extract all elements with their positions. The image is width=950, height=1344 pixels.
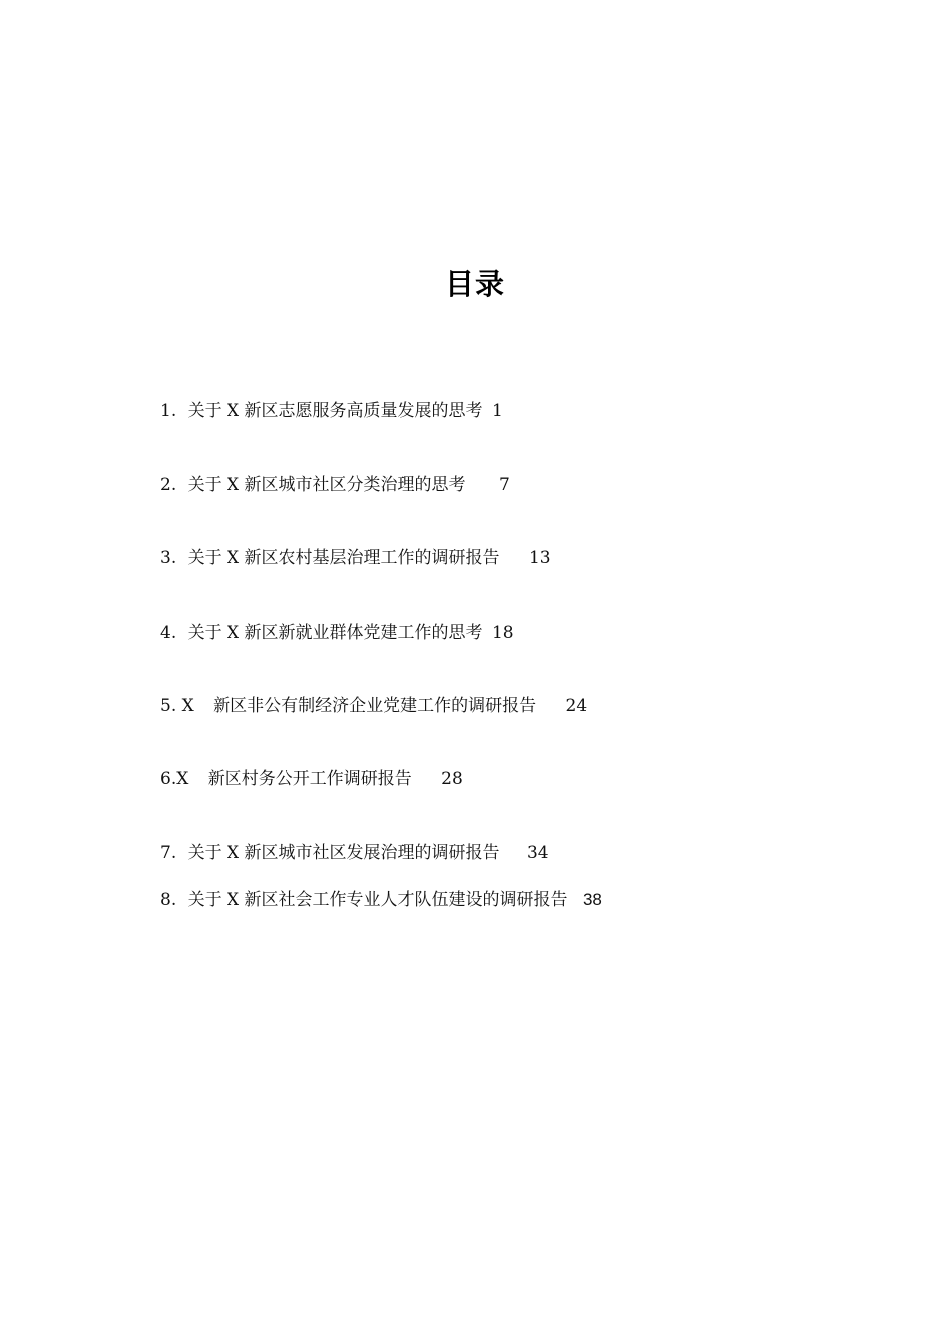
toc-entry-number: 7. bbox=[160, 843, 177, 863]
toc-entry-text: 新区非公有制经济企业党建工作的调研报告 bbox=[213, 696, 537, 716]
toc-entry-text: 关于 X 新区新就业群体党建工作的思考 bbox=[187, 623, 483, 643]
toc-entry-page: 1 bbox=[491, 401, 503, 421]
toc-entry-text: 关于 X 新区志愿服务高质量发展的思考 bbox=[187, 401, 483, 421]
toc-entry-5[interactable] bbox=[160, 691, 587, 716]
toc-entry-4[interactable] bbox=[160, 618, 514, 643]
toc-entry-text: 关于 X 新区农村基层治理工作的调研报告 bbox=[187, 548, 500, 568]
toc-entry-text: 关于 X 新区社会工作专业人才队伍建设的调研报告 bbox=[187, 890, 568, 910]
toc-entry-page: 7 bbox=[498, 475, 510, 495]
toc-entry-number: 1. bbox=[160, 401, 177, 421]
toc-entry-number: 8. bbox=[160, 890, 177, 910]
toc-entry-page: 28 bbox=[441, 769, 463, 789]
toc-entry-page: 24 bbox=[565, 696, 588, 716]
toc-entry-number: 4. bbox=[160, 623, 177, 643]
toc-entry-1[interactable] bbox=[160, 396, 503, 421]
toc-entry-number: 3. bbox=[160, 548, 177, 568]
toc-entry-text: 新区村务公开工作调研报告 bbox=[207, 769, 412, 789]
toc-entry-number: 6.X bbox=[160, 769, 189, 789]
toc-entry-page: 18 bbox=[491, 623, 514, 643]
toc-entry-6[interactable] bbox=[160, 764, 463, 789]
toc-entry-2[interactable] bbox=[160, 470, 510, 495]
toc-entry-3[interactable] bbox=[160, 543, 551, 568]
page-title: 目录 bbox=[444, 267, 505, 301]
toc-entry-7[interactable] bbox=[160, 838, 549, 863]
toc-entry-text: 关于 X 新区城市社区分类治理的思考 bbox=[187, 475, 466, 495]
toc-entry-page: 38 bbox=[582, 890, 602, 909]
toc-entry-page: 34 bbox=[526, 843, 549, 863]
toc-entry-text: 关于 X 新区城市社区发展治理的调研报告 bbox=[187, 843, 500, 863]
toc-entry-number: 5. X bbox=[160, 696, 194, 716]
toc-entry-page: 13 bbox=[528, 548, 551, 568]
toc-entry-8[interactable] bbox=[160, 885, 602, 910]
toc-entry-number: 2. bbox=[160, 475, 177, 495]
